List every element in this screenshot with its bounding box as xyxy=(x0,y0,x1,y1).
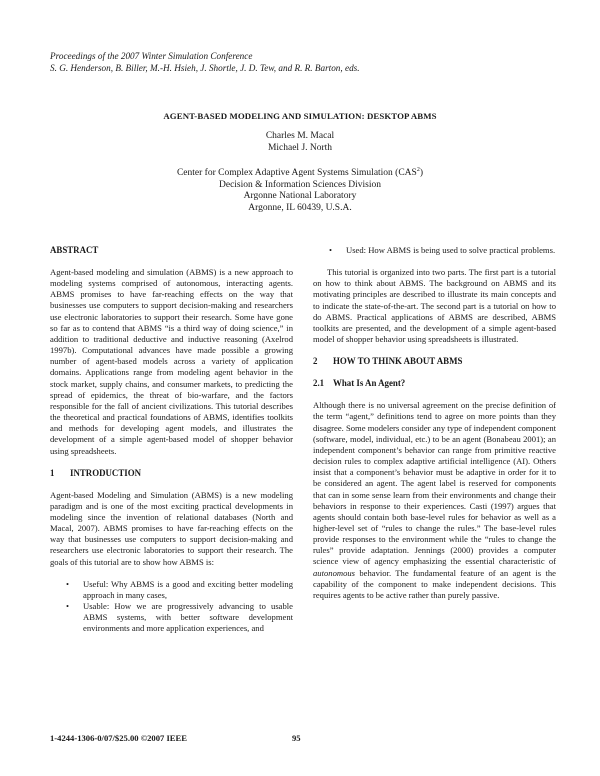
page-number: 95 xyxy=(292,733,301,743)
list-item: • Used: How ABMS is being used to solve practical problems. xyxy=(329,245,556,255)
proceedings-header xyxy=(50,50,570,74)
intro-bullet-list xyxy=(50,579,293,635)
list-item: • Usable: How we are progressively advancing to usable ABMS systems, with better software development environments and more application experiences, and xyxy=(66,601,293,634)
section-2-1-text: Although there is no universal agreement on the precise definition of the term “agent,” definitions tend to agree on more points than they disagree. Some modelers consider any type of independent component (software, model, individual, etc.) to be an agent (Bonabeau 2001); an independent component’s behavior can range from primitive reactive decision rules to complex adaptive artificial intelligence (AI). Others insist that a component’s behavior must be adaptive in order for it to be considered an agent. The agent label is reserved for components that can in some sense learn from their environments and change their behaviors in response to their experiences. Casti (1997) argues that agents should contain both base-level rules for behavior as well as a higher-level set of “rules to change the rules.” The base-level rules provide responses to the environment while the “rules to change the rules” provide adaptation. Jennings (2000) provides a computer science view of agency emphasizing the essential characteristic of autonomous behavior. The fundamental feature of an agent is the capability of the component to make independent decisions. This requires agents to be active rather than purely passive. xyxy=(313,400,556,600)
author-list xyxy=(0,131,600,154)
list-item: • Useful: Why ABMS is a good and exciting better modeling approach in many cases, xyxy=(66,578,293,600)
footer-isbn: 1-4244-1306-0/07/$25.00 ©2007 IEEE xyxy=(50,733,188,743)
right-column xyxy=(313,245,556,601)
author-name: Michael J. North xyxy=(267,142,333,153)
affiliation-city: Argonne, IL 60439, U.S.A. xyxy=(248,202,352,213)
proceedings-title: Proceedings of the 2007 Winter Simulation Conference xyxy=(50,51,253,61)
intro-heading: 1 INTRODUCTION xyxy=(50,467,142,478)
section-2-heading: 2 HOW TO THINK ABOUT ABMS xyxy=(313,356,463,367)
affiliation-center-sup: 2 xyxy=(416,166,420,173)
affiliation-center: Center for Complex Adaptive Agent Systems Simulation (CAS$^2$) xyxy=(176,166,424,178)
paper-title: AGENT-BASED MODELING AND SIMULATION: DESKTOP ABMS xyxy=(163,111,437,121)
affiliation xyxy=(0,168,600,214)
intro-bullet-list-continued xyxy=(313,245,556,256)
affiliation-division: Decision & Information Sciences Division xyxy=(219,179,381,190)
abstract-text: Agent-based modeling and simulation (ABMS) is a new approach to modeling systems comprised of autonomous, interacting agents. ABMS promises to have far-reaching effects on the way that businesses use computers to support decision-making and researchers use electronic laboratories to support their research. Some have gone so far as to contend that ABMS “is a third way of doing science,” in addition to traditional deductive and inductive reasoning (Axelrod 1997b). Computational advances have made possible a growing number of agent-based models across a variety of application domains. Applications range from modeling agent behavior in the stock market, supply chains, and consumer markets, to predicting the spread of epidemics, the threat of bio-warfare, and the factors responsible for the fall of ancient civilizations. This tutorial describes the theoretical and practical foundations of ABMS, identifies toolkits and methods for developing agent models, and illustrates the development of a simple agent-based model of shopper behavior using spreadsheets. xyxy=(50,267,293,456)
author-name: Charles M. Macal xyxy=(265,131,335,141)
proceedings-editors: S. G. Henderson, B. Biller, M.-H. Hsieh, J. Shortle, J. D. Tew, and R. R. Barton, eds. xyxy=(50,63,360,73)
section-2-1-heading: 2.1 What Is An Agent? xyxy=(313,378,406,389)
left-column xyxy=(50,245,293,635)
intro-text: Agent-based Modeling and Simulation (ABMS) is a new modeling paradigm and is one of the most exciting practical developments in modeling since the invention of relational databases (North and Macal, 2007). ABMS promises to have far-reaching effects on the way that businesses use computers to support decision-making and researchers use electronic laboratories to support their research. The goals of this tutorial are to show how ABMS is: xyxy=(50,489,293,567)
affiliation-lab: Argonne National Laboratory xyxy=(243,191,357,201)
intro-text-continued: This tutorial is organized into two parts. The first part is a tutorial on how to think about ABMS. The background on ABMS and its motivating principles are described to illustrate its main concepts and to indicate the state-of-the-art. The second part is a tutorial on how to do ABMS. Practical applications of ABMS are described, ABMS toolkits are presented, and the development of a simple agent-based model of shopper behavior using spreadsheets is illustrated. xyxy=(313,267,556,345)
abstract-heading: ABSTRACT xyxy=(50,245,99,255)
